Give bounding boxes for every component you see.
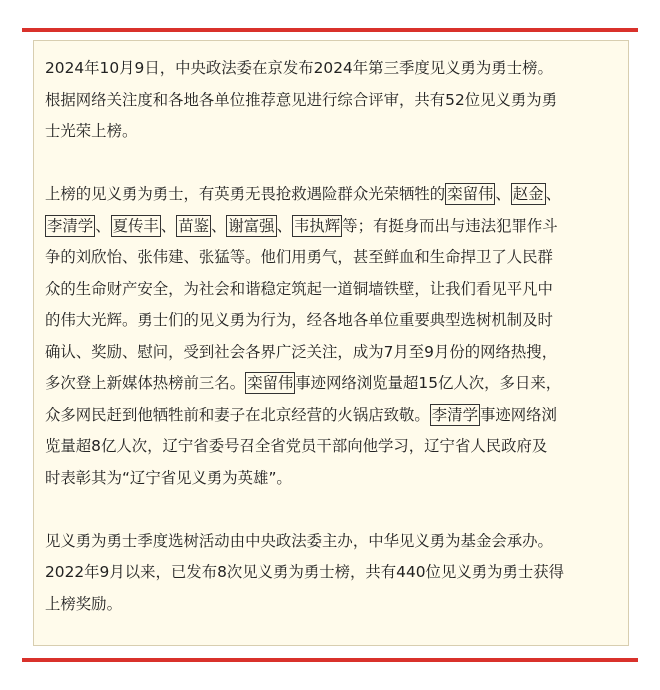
hero-name-box: 谢富强 [228,216,275,235]
text-line [45,400,618,432]
hero-name-box: 李清学 [431,405,478,424]
hero-name-box: 栾留伟 [247,374,294,392]
hero-name-box: 赵金 [512,185,544,203]
paragraph-gap [45,494,618,526]
text-segment: 多次登上新媒体热榜前三名。 [45,374,246,392]
text-segment: 事迹网络浏 [479,405,557,424]
text-line [45,368,618,400]
separator: 、 [495,185,511,203]
text-line: 确认、奖励、慰问，受到社会各界广泛关注，成为7月至9月份的网络热搜， [45,342,558,361]
hero-name-box: 栾留伟 [447,185,494,203]
text-line: 见义勇为勇士季度选树活动由中央政法委主办，中华见义勇为基金会承办。 [45,531,553,550]
separator: 、 [210,216,227,235]
hero-name-box: 李清学 [47,216,94,235]
article-card [33,40,629,646]
text-line: 的伟大光辉。勇士们的见义勇为行为，经各地各单位重要典型选树机制及时 [45,311,553,329]
hero-name-box: 夏传丰 [112,216,159,235]
paragraph-1 [45,53,618,148]
paragraph-3 [45,526,618,621]
top-red-rule [22,28,638,32]
text-segment: 众多网民赶到他牺牲前和妻子在北京经营的火锅店致敬。 [45,405,430,424]
text-line: 士光荣上榜。 [45,122,138,140]
separator: 、 [545,185,561,203]
text-line [45,211,618,243]
text-line: 2022年9月以来，已发布8次见义勇为勇士榜，共有440位见义勇为勇士获得 [45,563,565,581]
separator: 、 [95,216,111,235]
text-line: 众的生命财产安全，为社会和谐稳定筑起一道铜墙铁壁，让我们看见平凡中 [45,279,553,298]
paragraph-2 [45,179,618,494]
text-line: 上榜奖励。 [45,594,122,613]
hero-name-box: 苗鉴 [178,216,209,235]
hero-name-box: 韦执辉 [293,216,341,235]
text-segment: 事迹网络浏览量超15亿人次，多日来， [295,374,562,392]
text-segment: 上榜的见义勇为勇士，有英勇无畏抢救遇险群众光荣牺牲的 [45,185,446,203]
separator: 、 [160,216,177,235]
text-line: 览量超8亿人次，辽宁省委号召全省党员干部向他学习，辽宁省人民政府及 [45,437,548,455]
text-segment: 等；有挺身而出与违法犯罪作斗 [342,216,558,235]
text-line [45,179,618,211]
text-line: 争的刘欣怡、张伟建、张猛等。他们用勇气，甚至鲜血和生命捍卫了人民群 [45,248,553,266]
text-line: 根据网络关注度和各地各单位推荐意见进行综合评审，共有52位见义勇为勇 [45,90,558,109]
paragraph-gap [45,148,618,180]
separator: 、 [276,216,292,235]
bottom-red-rule [22,658,638,662]
text-line: 2024年10月9日，中央政法委在京发布2024年第三季度见义勇为勇士榜。 [45,59,553,77]
text-line: 时表彰其为“辽宁省见义勇为英雄”。 [45,468,292,487]
